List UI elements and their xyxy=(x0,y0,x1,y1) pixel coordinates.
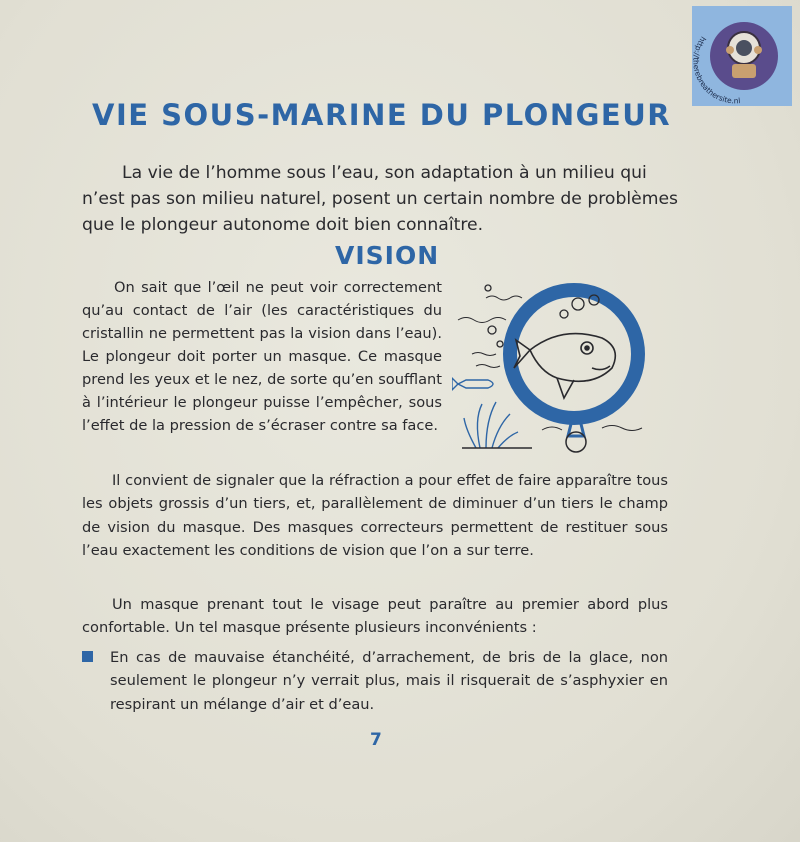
vision-text-2: Il convient de signaler que la réfraction a pour effet de faire apparaître tous les objets grossis d’un tiers, et, parallèlement de diminuer d’un tiers le champ de vision du masque. Des masques correcteurs permettent de restituer sous l’eau exactement les conditions de vision que l’on a sur terre. xyxy=(82,472,668,560)
bullet-square-icon xyxy=(82,651,93,662)
section-title: VISION xyxy=(335,241,440,270)
intro-text: La vie de l’homme sous l’eau, son adaptation à un milieu qui n’est pas son milieu naturel, posent un certain nombre de problèmes que le plongeur autonome doit bien connaître. xyxy=(82,163,678,235)
vision-paragraph-3 xyxy=(82,593,668,640)
page-title: VIE SOUS-MARINE DU PLONGEUR xyxy=(92,98,672,132)
vision-paragraph-2 xyxy=(82,469,668,563)
intro-paragraph xyxy=(82,160,682,238)
bullet-item xyxy=(82,646,668,716)
vision-text-3: Un masque prenant tout le visage peut paraître au premier abord plus confortable. Un tel masque présente plusieurs inconvénients : xyxy=(82,596,668,637)
fish-in-lens xyxy=(514,334,615,398)
bullet-text: En cas de mauvaise étanchéité, d’arrachement, de bris de la glace, non seulement le plongeur n’y verrait plus, mais il risquerait de s’asphyxier en respirant un mélange d’air et d’eau. xyxy=(110,649,668,713)
watermark-url: http://therebreathersite.nl xyxy=(692,34,741,106)
vision-paragraph-1 xyxy=(82,276,442,437)
diving-mask-fish-illustration xyxy=(452,280,672,470)
small-fish xyxy=(452,378,493,390)
mask-lens xyxy=(510,290,638,452)
seaweed xyxy=(462,402,532,448)
vision-text-1: On sait que l’œil ne peut voir correctement qu’au contact de l’air (les caractéristiques du cristallin ne permettent pas la vision dans l’eau). Le plongeur doit porter un masque. Ce masque prend les yeux et le nez, de sorte qu’en soufflant à l’intérieur le plongeur puisse l’empêcher, sous l’effet de la pression de s’écraser contre sa face. xyxy=(82,279,442,434)
page-number: 7 xyxy=(370,730,382,750)
watermark-stamp xyxy=(692,6,792,106)
diver-helmet-logo-icon xyxy=(692,6,792,106)
